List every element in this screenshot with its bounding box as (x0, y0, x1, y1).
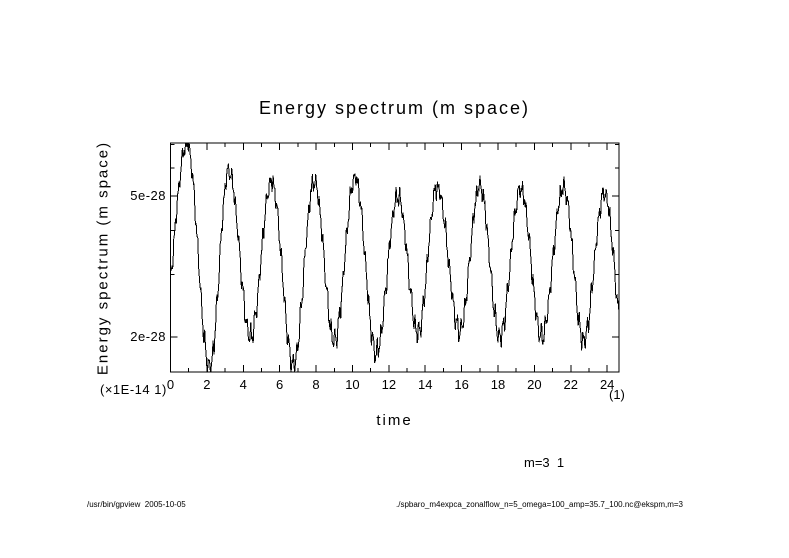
legend-label: m=3 1 (524, 455, 565, 470)
x-tick-label: 20 (527, 377, 542, 392)
x-tick-label: 10 (345, 377, 360, 392)
x-tick-label: 2 (203, 377, 211, 392)
x-axis-factor-note: (×1E-14 1) (100, 382, 167, 397)
x-tick-label: 14 (417, 377, 433, 392)
x-tick-label: 16 (454, 377, 469, 392)
x-tick-label: 4 (239, 377, 247, 392)
x-tick-label: 24 (599, 377, 615, 392)
x-tick-label: 12 (381, 377, 397, 392)
x-tick-label: 18 (490, 377, 506, 392)
y-tick-label: 5e-28 (130, 188, 166, 204)
x-axis-title: time (376, 412, 413, 429)
footer-program-date: /usr/bin/gpview 2005-10-05 (87, 500, 186, 509)
y-axis-title: Energy spectrum (m space) (94, 140, 112, 376)
x-tick-label: 8 (312, 377, 320, 392)
footer-file-path: ./spbaro_m4expca_zonalflow_n=5_omega=100_amp=35.7_100.nc@ekspm,m=3 (396, 500, 683, 509)
y-tick-label: 2e-28 (130, 328, 166, 344)
x-tick-label: 6 (276, 377, 284, 392)
x-tick-label: 22 (563, 377, 579, 392)
x-tick-label: 0 (166, 377, 175, 392)
x-axis-unit-note: (1) (609, 387, 625, 402)
chart-title: Energy spectrum (m space) (258, 98, 531, 118)
